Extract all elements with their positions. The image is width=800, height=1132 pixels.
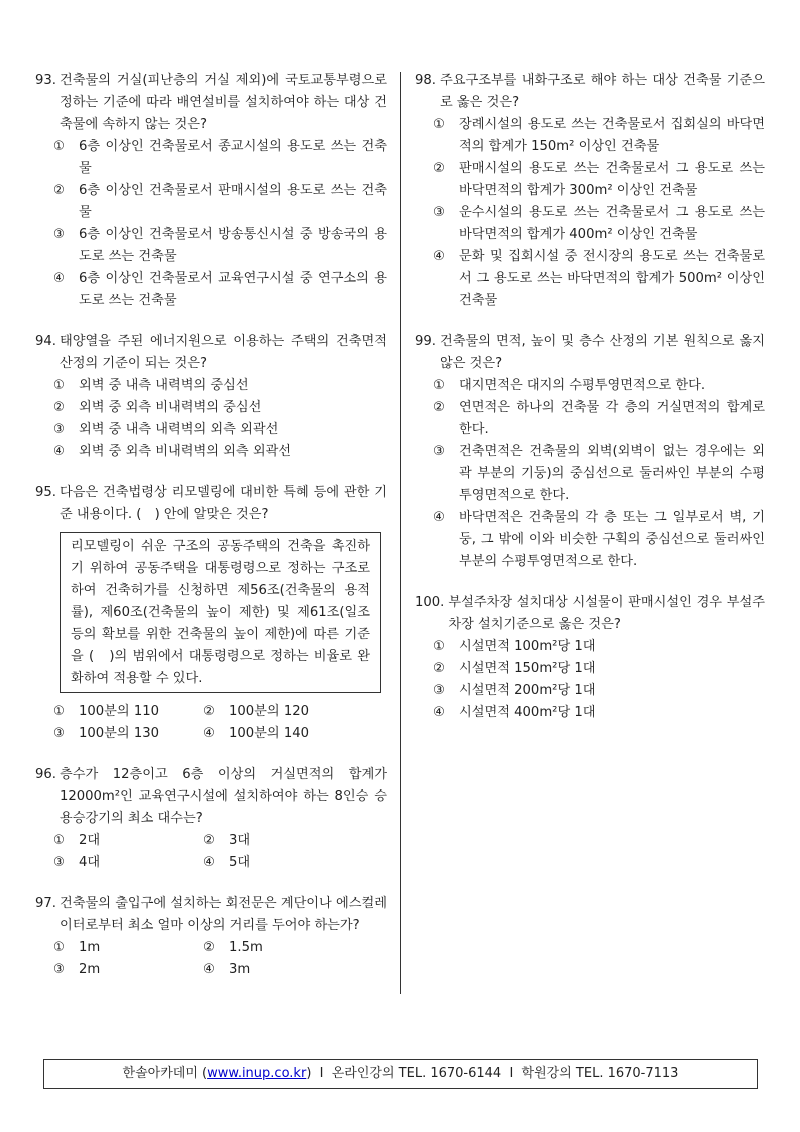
option-number: ③ — [53, 227, 65, 242]
option-text: 운수시설의 용도로 쓰는 건축물로서 그 용도로 쓰는 바닥면적의 합계가 400m² 이상인 건축물 — [459, 205, 765, 242]
question-text: 주요구조부를 내화구조로 해야 하는 대상 건축물 기준으로 옳은 것은? — [439, 73, 765, 110]
question-number: 94. — [35, 334, 56, 349]
options-grid — [35, 937, 387, 981]
question-number: 93. — [35, 73, 56, 88]
option-3[interactable] — [415, 441, 765, 507]
option-text: 문화 및 집회시설 중 전시장의 용도로 쓰는 건축물로서 그 용도로 쓰는 바닥면적의 합계가 500m² 이상인 건축물 — [459, 249, 765, 308]
option-number: ③ — [433, 683, 445, 698]
question-94 — [35, 331, 387, 463]
question-text: 태양열을 주된 에너지원으로 이용하는 주택의 건축면적 산정의 기준이 되는 것은? — [59, 334, 387, 371]
option-4[interactable] — [415, 702, 765, 724]
option-2[interactable] — [415, 658, 765, 680]
option-4[interactable] — [35, 441, 387, 463]
question-95 — [35, 482, 387, 745]
question-text: 건축물의 면적, 높이 및 층수 산정의 기본 원칙으로 옳지 않은 것은? — [439, 334, 765, 371]
option-number: ④ — [203, 962, 215, 977]
option-text: 시설면적 200m²당 1대 — [459, 683, 596, 698]
option-text: 100분의 140 — [229, 726, 310, 741]
option-number: ③ — [53, 855, 65, 870]
option-text: 외벽 중 외측 비내력벽의 외측 외곽선 — [79, 444, 292, 459]
option-number: ① — [433, 639, 445, 654]
option-1[interactable] — [35, 375, 387, 397]
option-2[interactable] — [203, 830, 353, 852]
question-stem — [415, 592, 765, 636]
option-2[interactable] — [35, 180, 387, 224]
option-text: 3대 — [229, 833, 251, 848]
option-number: ① — [53, 833, 65, 848]
option-4[interactable] — [415, 507, 765, 573]
option-number: ④ — [203, 855, 215, 870]
question-number: 97. — [35, 896, 56, 911]
question-number: 100. — [415, 595, 445, 610]
option-text: 시설면적 400m²당 1대 — [459, 705, 596, 720]
question-text: 건축물의 출입구에 설치하는 회전문은 계단이나 에스컬레이터로부터 최소 얼마 이상의 거리를 두어야 하는가? — [59, 896, 387, 933]
option-number: ① — [53, 139, 65, 154]
option-number: ③ — [433, 205, 445, 220]
option-number: ① — [433, 117, 445, 132]
option-text: 바닥면적은 건축물의 각 층 또는 그 일부로서 벽, 기둥, 그 밖에 이와 비슷한 구획의 중심선으로 둘러싸인 부분의 수평투영면적으로 한다. — [459, 510, 765, 569]
option-number: ④ — [203, 726, 215, 741]
option-1[interactable] — [53, 701, 203, 723]
option-text: 100분의 130 — [79, 726, 160, 741]
question-text: 건축물의 거실(피난층의 거실 제외)에 국토교통부령으로 정하는 기준에 따라 배연설비를 설치하여야 하는 대상 건축물에 속하지 않는 것은? — [59, 73, 387, 132]
option-text: 연면적은 하나의 건축물 각 층의 거실면적의 합계로 한다. — [459, 400, 765, 437]
option-text: 2대 — [79, 833, 101, 848]
option-text: 100분의 110 — [79, 704, 160, 719]
option-text: 외벽 중 외측 비내력벽의 중심선 — [79, 400, 262, 415]
question-93 — [35, 70, 387, 312]
option-number: ② — [433, 161, 445, 176]
option-1[interactable] — [53, 937, 203, 959]
question-99 — [415, 331, 765, 573]
option-number: ② — [203, 704, 215, 719]
option-number: ④ — [53, 444, 65, 459]
option-text: 3m — [229, 962, 251, 977]
option-number: ① — [53, 940, 65, 955]
option-number: ② — [433, 400, 445, 415]
question-stem — [35, 331, 387, 375]
options-grid — [35, 701, 387, 745]
right-column — [415, 70, 765, 743]
option-number: ③ — [433, 444, 445, 459]
option-4[interactable] — [35, 268, 387, 312]
option-text: 외벽 중 내측 내력벽의 외측 외곽선 — [79, 422, 279, 437]
option-text: 5대 — [229, 855, 251, 870]
question-stem — [415, 70, 765, 114]
question-number: 95. — [35, 485, 56, 500]
option-number: ④ — [53, 271, 65, 286]
option-text: 외벽 중 내측 내력벽의 중심선 — [79, 378, 249, 393]
question-number: 98. — [415, 73, 436, 88]
option-1[interactable] — [415, 114, 765, 158]
footer-contact: ) I 온라인강의 TEL. 1670-6144 I 학원강의 TEL. 1670-7113 — [306, 1066, 679, 1081]
option-number: ④ — [433, 510, 445, 525]
option-text: 4대 — [79, 855, 101, 870]
option-number: ② — [53, 183, 65, 198]
question-stem — [35, 70, 387, 136]
footer-bar — [43, 1059, 758, 1089]
option-3[interactable] — [53, 723, 203, 745]
option-number: ② — [203, 940, 215, 955]
option-text: 6층 이상인 건축물로서 교육연구시설 중 연구소의 용도로 쓰는 건축물 — [79, 271, 387, 308]
option-number: ③ — [53, 726, 65, 741]
option-3[interactable] — [415, 202, 765, 246]
option-number: ① — [433, 378, 445, 393]
question-number: 96. — [35, 767, 56, 782]
option-2[interactable] — [415, 158, 765, 202]
option-2[interactable] — [415, 397, 765, 441]
option-2[interactable] — [203, 701, 353, 723]
option-number: ④ — [433, 249, 445, 264]
option-4[interactable] — [415, 246, 765, 312]
question-stem — [35, 482, 387, 526]
option-4[interactable] — [203, 852, 353, 874]
question-stem — [35, 764, 387, 830]
footer-academy: 한솔아카데미 ( — [122, 1066, 208, 1081]
academy-link[interactable]: www.inup.co.kr — [207, 1066, 307, 1081]
option-3[interactable] — [415, 680, 765, 702]
option-text: 6층 이상인 건축물로서 방송통신시설 중 방송국의 용도로 쓰는 건축물 — [79, 227, 387, 264]
options-grid — [35, 830, 387, 874]
option-2[interactable] — [35, 397, 387, 419]
option-number: ① — [53, 704, 65, 719]
option-text: 판매시설의 용도로 쓰는 건축물로서 그 용도로 쓰는 바닥면적의 합계가 300m² 이상인 건축물 — [459, 161, 765, 198]
question-98 — [415, 70, 765, 312]
option-text: 100분의 120 — [229, 704, 310, 719]
option-text: 시설면적 150m²당 1대 — [459, 661, 596, 676]
option-text: 건축면적은 건축물의 외벽(외벽이 없는 경우에는 외곽 부분의 기둥)의 중심선으로 둘러싸인 부분의 수평투영면적으로 한다. — [459, 444, 765, 503]
question-stem — [35, 893, 387, 937]
option-3[interactable] — [35, 419, 387, 441]
option-number: ② — [433, 661, 445, 676]
question-96 — [35, 764, 387, 874]
option-4[interactable] — [203, 959, 353, 981]
option-1[interactable] — [415, 375, 765, 397]
option-number: ② — [203, 833, 215, 848]
option-text: 6층 이상인 건축물로서 종교시설의 용도로 쓰는 건축물 — [79, 139, 387, 176]
option-3[interactable] — [53, 852, 203, 874]
question-number: 99. — [415, 334, 436, 349]
option-1[interactable] — [35, 136, 387, 180]
option-text: 2m — [79, 962, 101, 977]
question-stem — [415, 331, 765, 375]
question-text: 다음은 건축법령상 리모델링에 대비한 특혜 등에 관한 기준 내용이다. ( ) 안에 알맞은 것은? — [59, 485, 387, 522]
question-97 — [35, 893, 387, 981]
option-4[interactable] — [203, 723, 353, 745]
option-number: ③ — [53, 962, 65, 977]
option-number: ③ — [53, 422, 65, 437]
left-column — [35, 70, 387, 1000]
option-number: ④ — [433, 705, 445, 720]
option-1[interactable] — [415, 636, 765, 658]
option-number: ① — [53, 378, 65, 393]
option-2[interactable] — [203, 937, 353, 959]
option-text: 6층 이상인 건축물로서 판매시설의 용도로 쓰는 건축물 — [79, 183, 387, 220]
reference-box: 리모델링이 쉬운 구조의 공동주택의 건축을 촉진하기 위하여 공동주택을 대통령령으로 정하는 구조로 하여 건축허가를 신청하면 제56조(건축물의 용적률), 제60조(건축물의 높이 제한) 및 제61조(일조 등의 확보를 위한 건축물의 높이 제한)에 따른 기준을 ( )의 범위에서 대통령령으로 정하는 비율로 완화하여 적용할 수 있다. — [60, 532, 381, 693]
option-text: 대지면적은 대지의 수평투영면적으로 한다. — [459, 378, 706, 393]
question-text: 층수가 12층이고 6층 이상의 거실면적의 합계가 12000m²인 교육연구시설에 설치하여야 하는 8인승 승용승강기의 최소 대수는? — [59, 767, 387, 826]
option-3[interactable] — [35, 224, 387, 268]
option-text: 시설면적 100m²당 1대 — [459, 639, 596, 654]
question-text: 부설주차장 설치대상 시설물이 판매시설인 경우 부설주차장 설치기준으로 옳은 것은? — [448, 595, 765, 632]
option-text: 장례시설의 용도로 쓰는 건축물로서 집회실의 바닥면적의 합계가 150m² 이상인 건축물 — [459, 117, 765, 154]
option-text: 1m — [79, 940, 101, 955]
option-1[interactable] — [53, 830, 203, 852]
option-3[interactable] — [53, 959, 203, 981]
question-100 — [415, 592, 765, 724]
column-divider — [400, 72, 401, 994]
option-text: 1.5m — [229, 940, 263, 955]
option-number: ② — [53, 400, 65, 415]
